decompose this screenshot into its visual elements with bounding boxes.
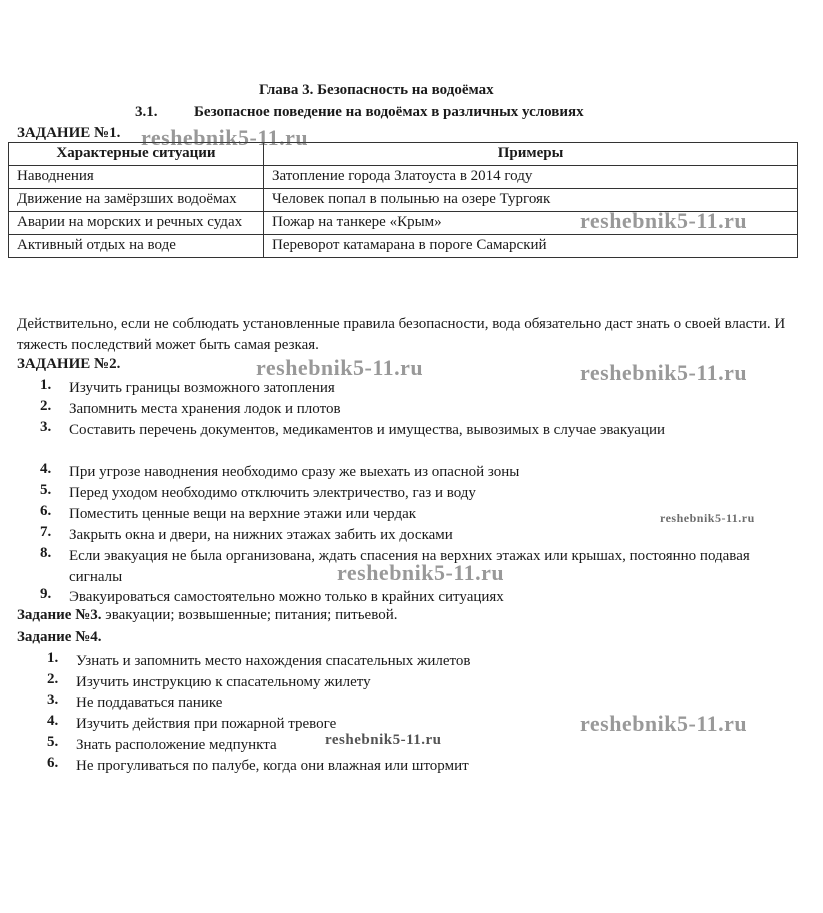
task1-label: ЗАДАНИЕ №1.	[17, 125, 121, 141]
item-number: 5.	[40, 482, 52, 498]
item-text: Изучить границы возможного затопления	[69, 380, 335, 396]
task3-label: Задание №3.	[17, 607, 102, 623]
item-number: 6.	[40, 503, 52, 519]
item-text: Закрыть окна и двери, на нижних этажах забить их досками	[69, 527, 453, 543]
item-number: 1.	[47, 650, 59, 666]
table-row	[9, 166, 798, 189]
item-text: Эвакуироваться самостоятельно можно только в крайних ситуациях	[69, 589, 504, 605]
table-header-cell: Характерные ситуации	[9, 143, 264, 166]
item-text: Не поддаваться панике	[76, 695, 223, 711]
watermark: reshebnik5-11.ru	[337, 560, 505, 585]
item-text: Перед уходом необходимо отключить электричество, газ и воду	[69, 485, 476, 501]
section-title: Безопасное поведение на водоёмах в различных условиях	[194, 104, 584, 120]
item-number: 8.	[40, 545, 52, 561]
item-text: Поместить ценные вещи на верхние этажи или чердак	[69, 506, 417, 522]
item-text: Знать расположение медпункта	[76, 737, 277, 753]
table-header-row	[9, 143, 798, 166]
item-text: Составить перечень документов, медикаментов и имущества, вывозимых в случае эвакуации	[69, 422, 666, 438]
item-number: 3.	[47, 692, 59, 708]
watermark: reshebnik5-11.ru	[580, 208, 748, 233]
item-text: Если эвакуация не была организована, ждать спасения на верхних этажах или крышах, постоянно подавая сигналы	[69, 548, 750, 585]
table-header-cell: Примеры	[264, 143, 798, 166]
item-number: 2.	[40, 398, 52, 414]
table-cell: Пожар на танкере «Крым»	[264, 212, 798, 235]
task3-text: эвакуации; возвышенные; питания; питьевой.	[105, 607, 398, 623]
table-cell: Активный отдых на воде	[9, 235, 264, 258]
item-number: 1.	[40, 377, 52, 393]
task3	[17, 608, 397, 623]
item-text: Изучить инструкцию к спасательному жилету	[76, 674, 371, 690]
section-number: 3.1.	[135, 104, 158, 120]
paragraph: Действительно, если не соблюдать установленные правила безопасности, вода обязательно даст знать о своей власти. И тяжесть последствий может быть самая резкая.	[17, 316, 786, 353]
task2-label: ЗАДАНИЕ №2.	[17, 356, 121, 372]
item-number: 4.	[47, 713, 59, 729]
table-cell: Переворот катамарана в пороге Самарский	[264, 235, 798, 258]
watermark: reshebnik5-11.ru	[660, 511, 755, 525]
item-number: 2.	[47, 671, 59, 687]
task4-label: Задание №4.	[17, 629, 102, 645]
item-text: Запомнить места хранения лодок и плотов	[69, 401, 341, 417]
chapter-title: Глава 3. Безопасность на водоёмах	[259, 82, 494, 98]
table-cell: Движение на замёрзших водоёмах	[9, 189, 264, 212]
table-cell: Затопление города Златоуста в 2014 году	[264, 166, 798, 189]
watermark: reshebnik5-11.ru	[325, 732, 442, 748]
item-number: 9.	[40, 586, 52, 602]
item-text: Изучить действия при пожарной тревоге	[76, 716, 337, 732]
table-cell: Аварии на морских и речных судах	[9, 212, 264, 235]
item-text: При угрозе наводнения необходимо сразу же выехать из опасной зоны	[69, 464, 520, 480]
item-text: Узнать и запомнить место нахождения спасательных жилетов	[76, 653, 471, 669]
item-text: Не прогуливаться по палубе, когда они влажная или штормит	[76, 758, 469, 774]
situations-table	[8, 142, 798, 258]
watermark: reshebnik5-11.ru	[580, 711, 748, 736]
watermark: reshebnik5-11.ru	[256, 355, 424, 380]
item-number: 5.	[47, 734, 59, 750]
item-number: 7.	[40, 524, 52, 540]
watermark: reshebnik5-11.ru	[580, 360, 748, 385]
table-cell: Человек попал в полынью на озере Тургояк	[264, 189, 798, 212]
item-number: 4.	[40, 461, 52, 477]
table-cell: Наводнения	[9, 166, 264, 189]
item-number: 6.	[47, 755, 59, 771]
watermark: reshebnik5-11.ru	[141, 125, 309, 150]
table-row	[9, 235, 798, 258]
item-number: 3.	[40, 419, 52, 435]
